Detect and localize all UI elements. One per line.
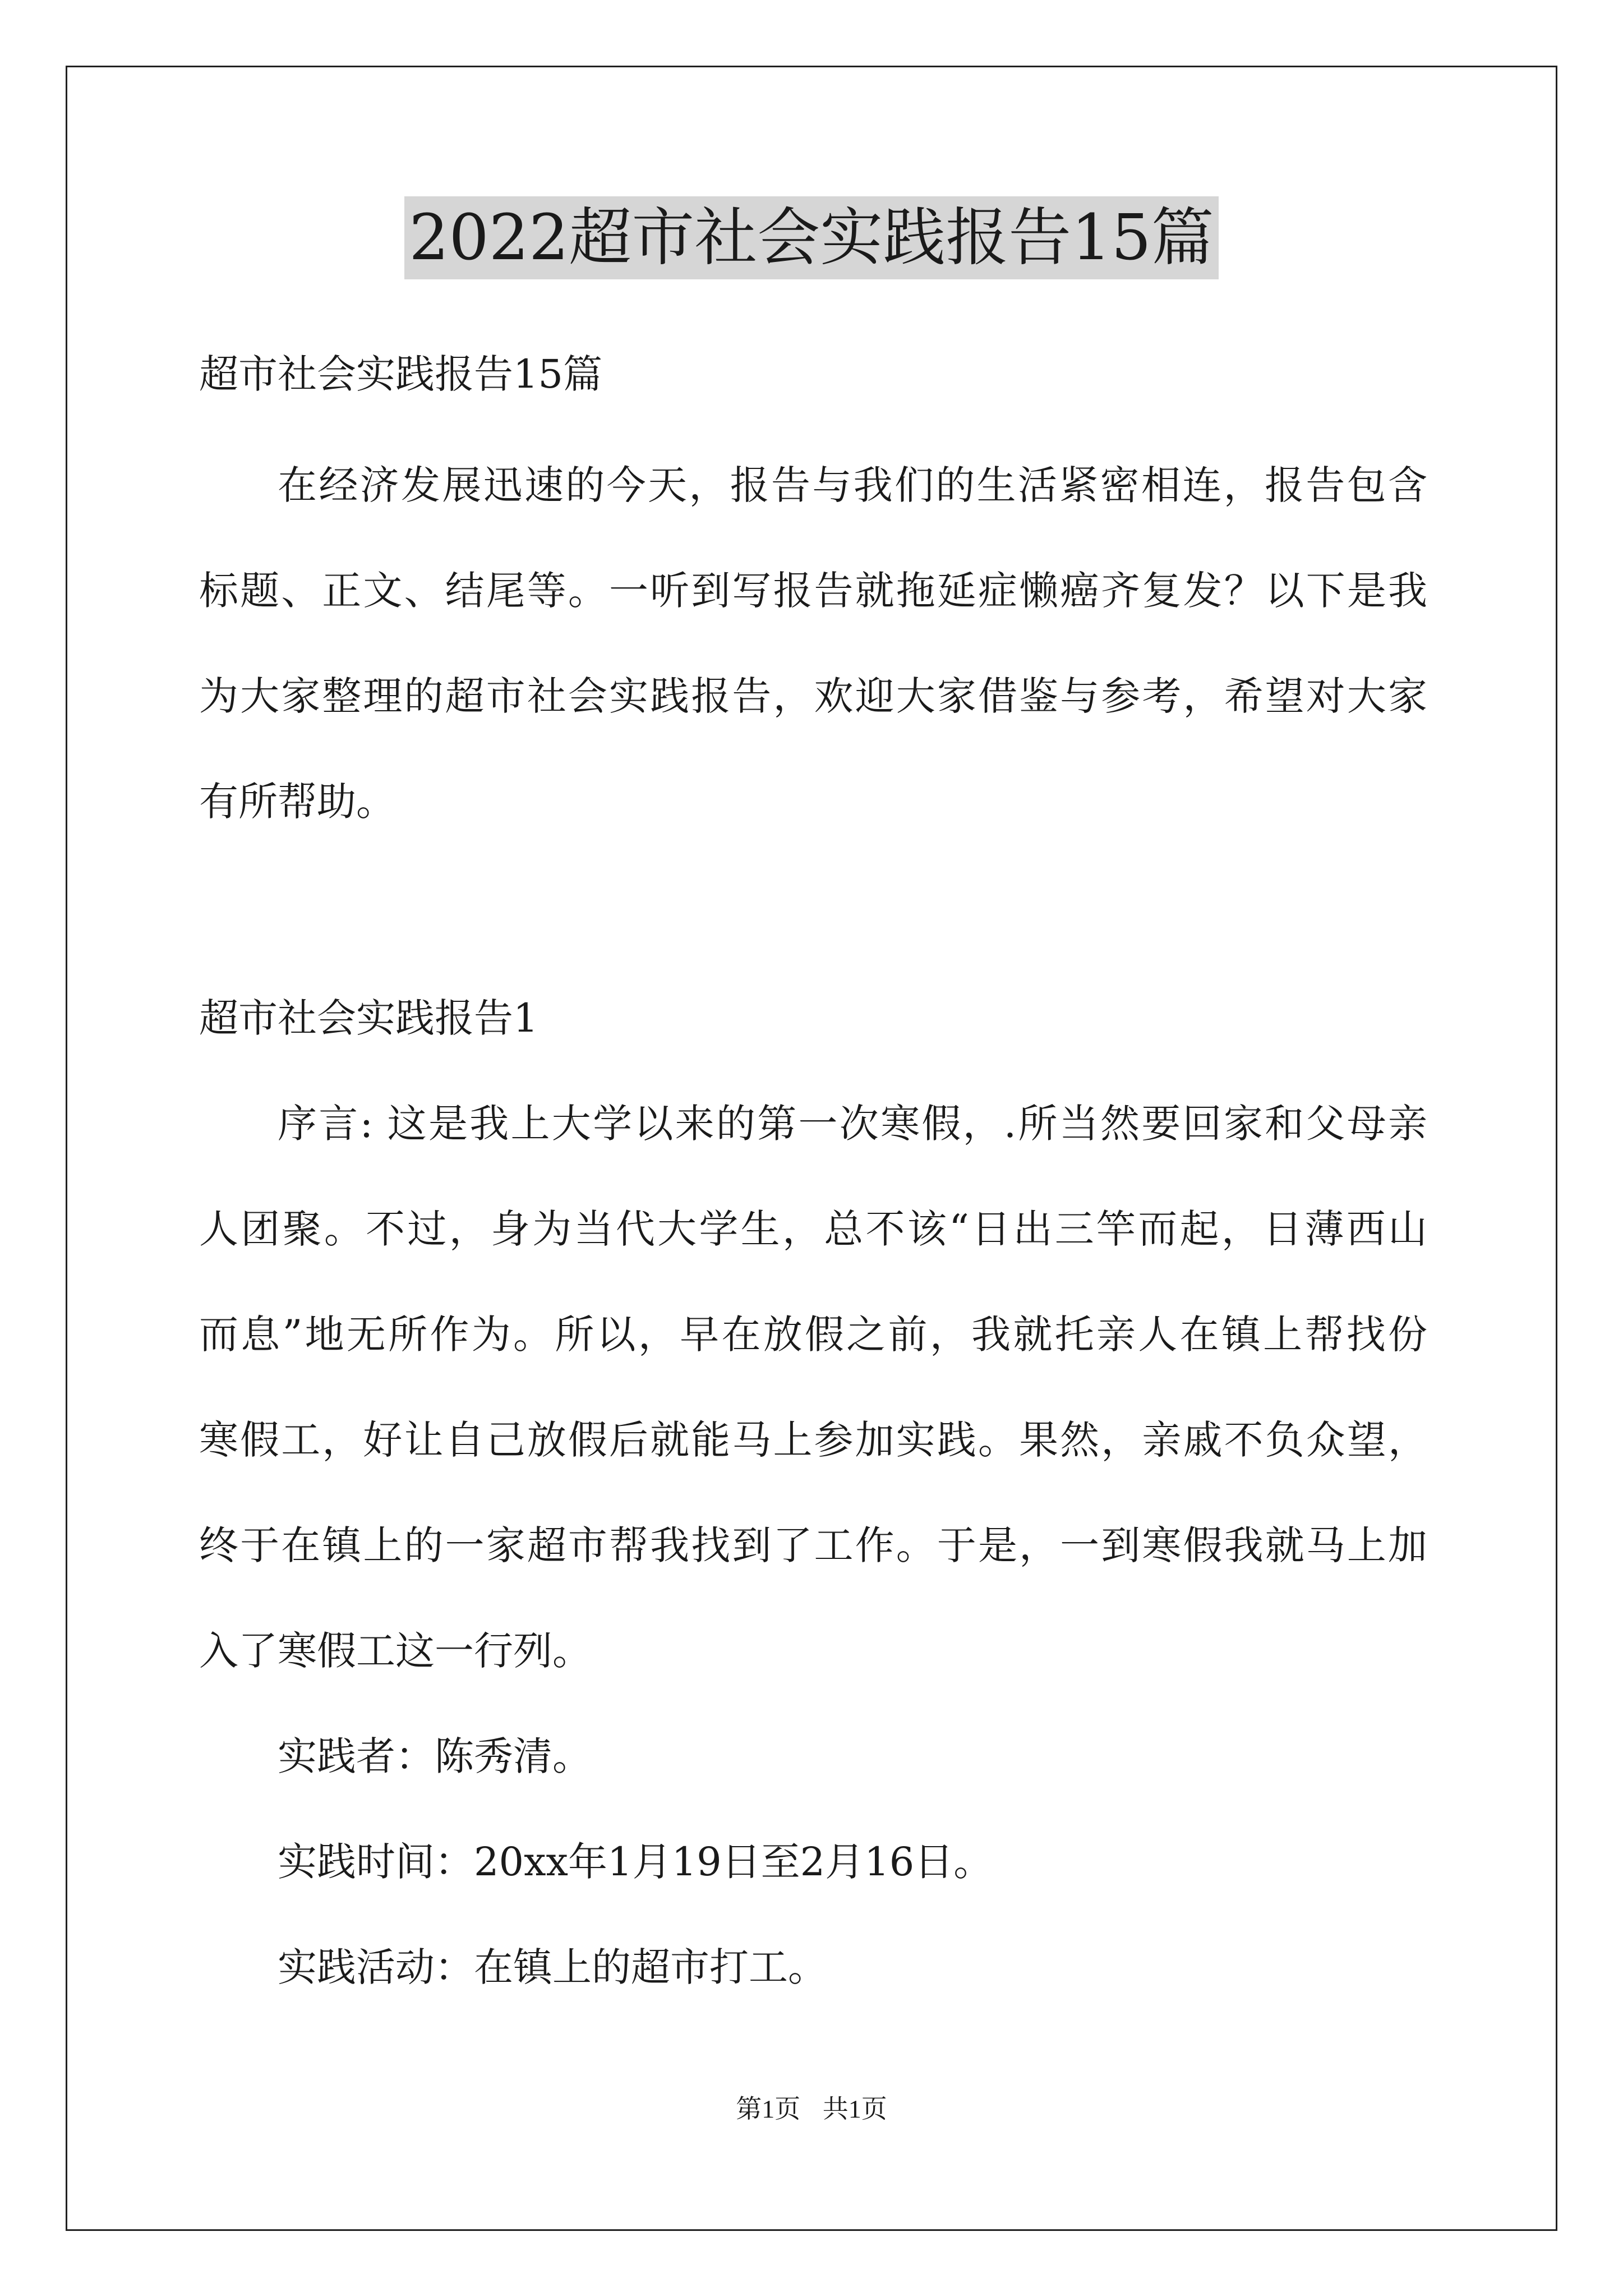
intro-line-4: 有所帮助。: [199, 779, 395, 825]
preface-line-5: 终于在镇上的一家超市帮我找到了工作。于是，一到寒假我就马上加: [199, 1522, 1427, 1568]
preface-line-6: 入了寒假工这一行列。: [199, 1628, 592, 1674]
title-container: [0, 196, 1623, 279]
page-number-current: 第1页: [736, 2095, 801, 2123]
preface-line-4: 寒假工，好让自己放假后就能马上参加实践。果然，亲戚不负众望，: [199, 1417, 1427, 1463]
document-subtitle: 超市社会实践报告15篇: [199, 351, 603, 397]
practice-activity-line: 实践活动：在镇上的超市打工。: [278, 1944, 827, 1990]
preface-line-3: 而息”地无所作为。所以，早在放假之前，我就托亲人在镇上帮找份: [199, 1312, 1427, 1358]
page-footer: [0, 2093, 1623, 2125]
intro-line-1: 在经济发展迅速的今天，报告与我们的生活紧密相连，报告包含: [278, 462, 1427, 508]
document-title: 2022超市社会实践报告15篇: [404, 196, 1219, 279]
preface-line-2: 人团聚。不过，身为当代大学生，总不该“日出三竿而起，日薄西山: [199, 1206, 1427, 1252]
section-heading: 超市社会实践报告1: [199, 995, 538, 1041]
intro-line-3: 为大家整理的超市社会实践报告，欢迎大家借鉴与参考，希望对大家: [199, 673, 1427, 719]
practitioner-line: 实践者：陈秀清。: [278, 1733, 592, 1779]
practice-time-line: 实践时间：20xx年1月19日至2月16日。: [278, 1839, 993, 1885]
intro-line-2: 标题、正文、结尾等。一听到写报告就拖延症懒癌齐复发？以下是我: [199, 568, 1427, 614]
page-number-total: 共1页: [822, 2095, 887, 2123]
preface-line-1: 序言: 这是我上大学以来的第一次寒假，.所当然要回家和父母亲: [278, 1101, 1427, 1147]
